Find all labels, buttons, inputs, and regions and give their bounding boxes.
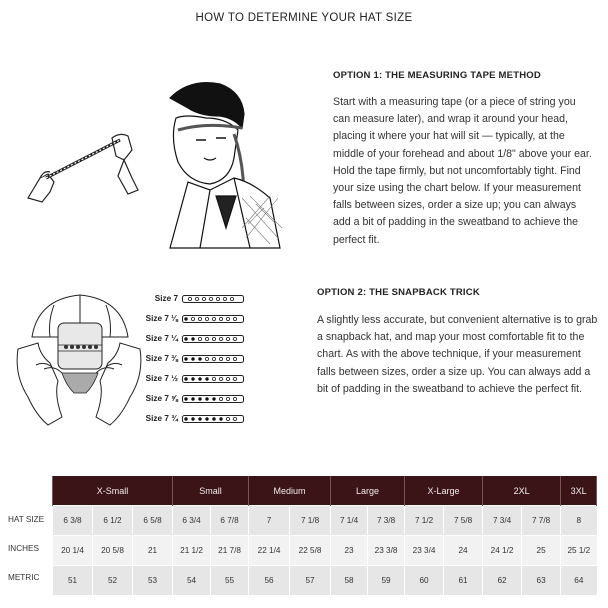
size-row: [138, 413, 248, 425]
size-row: [138, 313, 248, 325]
size-label: Size 7 ½: [145, 374, 178, 383]
table-cell: 53: [133, 566, 173, 596]
table-row: [53, 566, 597, 596]
table-cell: 55: [211, 566, 249, 596]
size-row: [138, 393, 248, 405]
size-label: Size 7 ⅛: [145, 314, 178, 323]
table-cell: 24: [444, 536, 483, 566]
size-row: [138, 353, 248, 365]
table-cell: 24 1/2: [483, 536, 522, 566]
table-cell: 52: [93, 566, 133, 596]
option1-heading: OPTION 1: THE MEASURING TAPE METHOD: [333, 70, 541, 81]
table-cell: 63: [522, 566, 561, 596]
table-cell: 22 1/4: [249, 536, 290, 566]
size-row: [138, 293, 248, 305]
size-row: [138, 333, 248, 345]
size-label: Size 7: [154, 294, 178, 303]
table-cell: 25: [522, 536, 561, 566]
option2-body: A slightly less accurate, but convenient alternative is to grab a snapback hat, and map your most comfortable fit to the chart. As with the above technique, if your measurement falls between sizes, order a size up. You can always add a bit of padding in the sweatband to achieve the perfect fit.: [317, 314, 598, 395]
table-cell: 7 5/8: [444, 506, 483, 536]
table-cell: 20 1/4: [53, 536, 93, 566]
strap-icon: [182, 295, 244, 303]
table-cell: 51: [53, 566, 93, 596]
table-cell: 7 3/8: [368, 506, 405, 536]
table-cell: 54: [173, 566, 211, 596]
size-group-header: Large: [331, 476, 405, 506]
table-cell: 58: [331, 566, 368, 596]
table-cell: 25 1/2: [561, 536, 597, 566]
table-cell: 21: [133, 536, 173, 566]
snapback-cap-illustration: [14, 285, 144, 435]
table-cell: 6 5/8: [133, 506, 173, 536]
size-label: Size 7 ⅜: [145, 354, 178, 363]
strap-icon: [182, 415, 244, 423]
size-group-header: X-Small: [53, 476, 173, 506]
table-row: [53, 506, 597, 536]
size-label: Size 7 ⅝: [145, 394, 178, 403]
table-cell: 7: [249, 506, 290, 536]
size-group-header: X-Large: [405, 476, 483, 506]
table-cell: 22 5/8: [290, 536, 331, 566]
size-chart-table: [52, 476, 597, 595]
table-cell: 7 1/2: [405, 506, 444, 536]
table-cell: 6 3/4: [173, 506, 211, 536]
table-cell: 57: [290, 566, 331, 596]
table-cell: 7 3/4: [483, 506, 522, 536]
row-heading-hat-size: HAT SIZE: [8, 515, 45, 524]
table-cell: 60: [405, 566, 444, 596]
measuring-tape-illustration: [20, 78, 290, 253]
table-cell: 21 7/8: [211, 536, 249, 566]
table-cell: 59: [368, 566, 405, 596]
row-heading-metric: METRIC: [8, 573, 40, 582]
size-group-header: 2XL: [483, 476, 561, 506]
table-cell: 23 3/8: [368, 536, 405, 566]
table-cell: 64: [561, 566, 597, 596]
size-label: Size 7 ¼: [145, 334, 178, 343]
table-cell: 6 7/8: [211, 506, 249, 536]
table-cell: 21 1/2: [173, 536, 211, 566]
table-cell: 62: [483, 566, 522, 596]
table-cell: 7 7/8: [522, 506, 561, 536]
strap-icon: [182, 355, 244, 363]
table-cell: 8: [561, 506, 597, 536]
option2-heading: OPTION 2: THE SNAPBACK TRICK: [317, 287, 480, 298]
row-heading-inches: INCHES: [8, 544, 39, 553]
strap-icon: [182, 315, 244, 323]
table-row: [53, 536, 597, 566]
table-cell: 7 1/4: [331, 506, 368, 536]
strap-icon: [182, 395, 244, 403]
size-group-header: 3XL: [561, 476, 597, 506]
table-cell: 61: [444, 566, 483, 596]
size-label: Size 7 ¾: [145, 414, 178, 423]
table-cell: 20 5/8: [93, 536, 133, 566]
size-row: [138, 373, 248, 385]
size-group-header: Medium: [249, 476, 331, 506]
table-cell: 7 1/8: [290, 506, 331, 536]
size-group-header-row: [53, 476, 597, 506]
page-title: HOW TO DETERMINE YOUR HAT SIZE: [195, 12, 413, 24]
table-cell: 23: [331, 536, 368, 566]
option1-body: Start with a measuring tape (or a piece of string you can measure later), and wrap it around your head, placing it where your hat will sit — typically, at the middle of your forehead and about 1/8" above your ear. Hold the tape firmly, but not uncomfortably tight. Find your size using the chart below. If your measurement falls between sizes, order a size up; you can always add a bit of padding in the sweatband to achieve the perfect fit.: [333, 96, 592, 246]
strap-icon: [182, 375, 244, 383]
table-cell: 56: [249, 566, 290, 596]
size-group-header: Small: [173, 476, 249, 506]
table-cell: 6 1/2: [93, 506, 133, 536]
table-cell: 23 3/4: [405, 536, 444, 566]
strap-icon: [182, 335, 244, 343]
table-cell: 6 3/8: [53, 506, 93, 536]
